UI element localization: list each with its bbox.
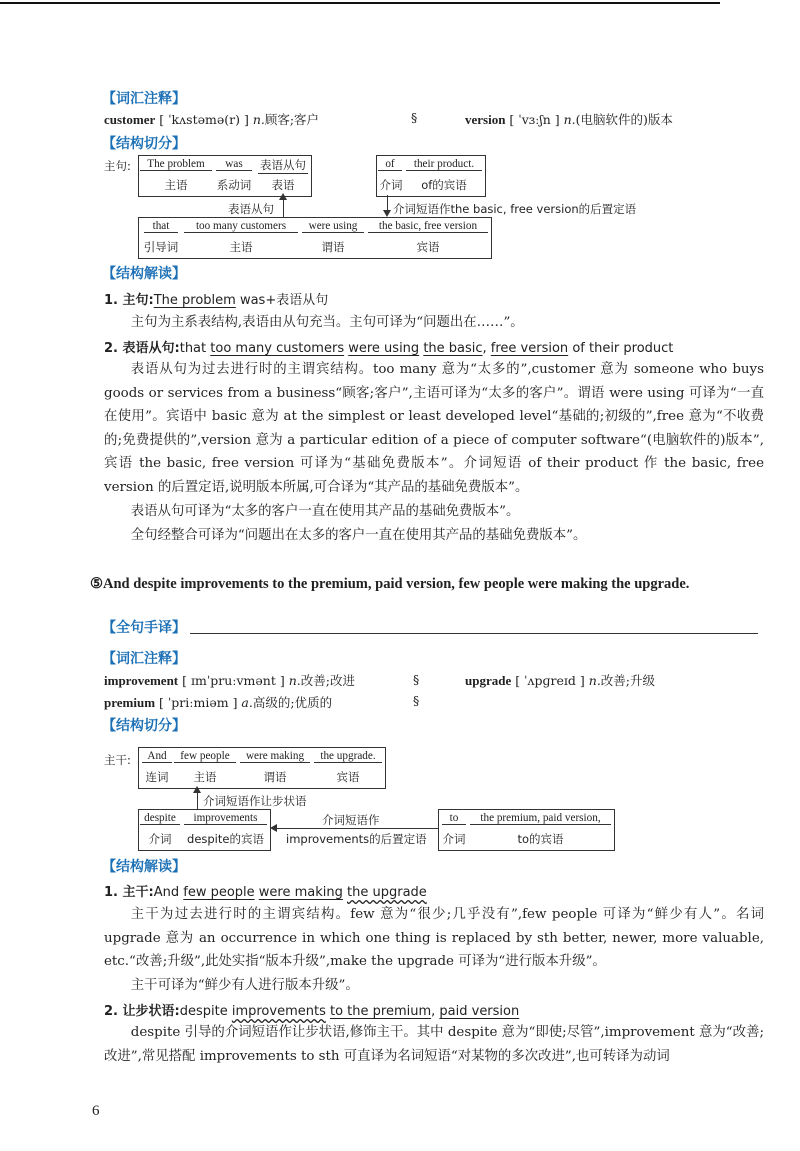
point-title: 1. 主干: bbox=[104, 885, 154, 900]
object-underline: the upgrade bbox=[347, 885, 427, 900]
cell-en: improvements bbox=[184, 812, 267, 825]
cell-en: 表语从句 bbox=[260, 158, 306, 172]
structure-tag: 【结构切分】 bbox=[102, 718, 186, 734]
vocab-improvement bbox=[104, 671, 355, 689]
vocab-phonetic: [ ˈvɜːʃn ] bbox=[505, 112, 564, 127]
vocab-pos: n. bbox=[288, 673, 301, 688]
cell-cn: 宾语 bbox=[416, 240, 440, 254]
vocab-phonetic: [ ˈpriːmiəm ] bbox=[155, 695, 242, 710]
paragraph: 全句经整合可译为“问题出在太多的客户一直在使用其产品的基础免费版本”。 bbox=[130, 528, 587, 543]
point-text: And bbox=[153, 885, 184, 900]
analysis-tag: 【结构解读】 bbox=[102, 859, 186, 875]
object-underline: improvements bbox=[231, 1004, 326, 1019]
top-rule bbox=[0, 2, 720, 4]
cell-en: the upgrade. bbox=[314, 750, 382, 763]
vocab-separator: § bbox=[413, 672, 420, 687]
page-number: 6 bbox=[92, 1103, 100, 1119]
connector-label: 介词短语作让步状语 bbox=[203, 794, 307, 808]
cell-cn: to的宾语 bbox=[517, 832, 564, 846]
vocab-tag: 【词汇注释】 bbox=[102, 91, 186, 107]
cell-en: despite bbox=[140, 812, 180, 825]
arrow-up bbox=[193, 786, 201, 793]
subject-underline: too many customers bbox=[210, 341, 345, 356]
connector-label: 介词短语作 bbox=[322, 813, 380, 827]
point-title: 1. 主句: bbox=[104, 293, 154, 308]
main-trunk-label: 主干: bbox=[104, 753, 131, 767]
connector-label: 表语从句 bbox=[228, 202, 274, 216]
vocab-meaning: 改善;改进 bbox=[300, 673, 355, 688]
cell-en: few people bbox=[174, 750, 236, 763]
vocab-separator: § bbox=[413, 693, 420, 708]
cell-en: The problem bbox=[140, 158, 212, 171]
paragraph: 主干为过去进行时的主谓宾结构。few 意为“很少;几乎没有”,few people 可译为“鲜少有人”。名词 upgrade 意为 an occurrence in which one thing is replaced by sth better, newer, more valuable, etc.“改善;升级”,此处实指“版本升级”,make the upgrade 可译为“进行版本升级”。 bbox=[104, 907, 764, 969]
predicate-underline: were making bbox=[258, 885, 343, 900]
vocab-word: improvement bbox=[104, 673, 179, 688]
cell-en: And bbox=[142, 750, 172, 763]
arrow-down bbox=[383, 210, 391, 217]
subject-underline: few people bbox=[183, 885, 255, 900]
point-title: 2. 让步状语: bbox=[104, 1004, 180, 1019]
cell-cn: 主语 bbox=[164, 178, 188, 192]
cell-cn: despite的宾语 bbox=[187, 832, 264, 846]
vocab-phonetic: [ ˈkʌstəmə(r) ] bbox=[155, 112, 253, 127]
structure-tag: 【结构切分】 bbox=[102, 136, 186, 152]
analysis-point-2 bbox=[104, 337, 673, 356]
paragraph: despite 引导的介词短语作让步状语,修饰主干。其中 despite 意为“即使;尽管”,improvement 意为“改善;改进”,常见搭配 improvements to sth 可直译为名词短语“对某物的多次改进”,也可转译为动词 bbox=[104, 1025, 764, 1064]
vocab-customer bbox=[104, 110, 319, 128]
object-underline: free version bbox=[490, 341, 569, 356]
cell-cn: 介词 bbox=[148, 832, 172, 846]
analysis-tag: 【结构解读】 bbox=[102, 266, 186, 282]
vocab-phonetic: [ ˈʌpɡreɪd ] bbox=[511, 673, 589, 688]
predicate-underline: were using bbox=[348, 341, 420, 356]
cell-en: were using bbox=[302, 220, 364, 233]
vocab-pos: n. bbox=[563, 112, 576, 127]
subject-underline: The problem bbox=[153, 293, 236, 308]
point-title: 2. 表语从句: bbox=[104, 341, 180, 356]
cell-en: too many customers bbox=[184, 220, 298, 233]
connector bbox=[272, 828, 438, 829]
vocab-premium bbox=[104, 693, 332, 711]
point-structure: was+表语从句 bbox=[235, 293, 329, 308]
cell-en: their product. bbox=[406, 158, 482, 171]
cell-cn: 连词 bbox=[145, 770, 169, 784]
cell-cn: 表语 bbox=[271, 178, 295, 192]
cell-en: the basic, free version bbox=[368, 220, 488, 233]
cell-en: that bbox=[144, 220, 178, 233]
vocab-meaning: 高级的;优质的 bbox=[252, 695, 333, 710]
vocab-meaning: (电脑软件的)版本 bbox=[575, 112, 673, 127]
sentence-heading: ⑤And despite improvements to the premium, paid version, few people were making the upgrade. bbox=[90, 576, 690, 592]
analysis-point-1 bbox=[104, 881, 427, 900]
connector-label: 介词短语作the basic, free version的后置定语 bbox=[393, 202, 637, 216]
cell-cn: 系动词 bbox=[216, 178, 252, 192]
vocab-pos: a. bbox=[241, 695, 253, 710]
cell-en: the premium, paid version, bbox=[470, 812, 611, 825]
analysis-point-1 bbox=[104, 289, 328, 308]
vocab-word: customer bbox=[104, 112, 156, 127]
cell-en: of bbox=[378, 158, 402, 171]
cell-en: was bbox=[216, 158, 252, 171]
cell-cn: 宾语 bbox=[336, 770, 360, 784]
cell-cn: of的宾语 bbox=[421, 178, 467, 192]
paragraph: 表语从句可译为“太多的客户一直在使用其产品的基础免费版本”。 bbox=[130, 504, 520, 519]
cell-cn: 主语 bbox=[193, 770, 217, 784]
vocab-tag: 【词汇注释】 bbox=[102, 651, 186, 667]
arrow-up bbox=[279, 193, 287, 200]
cell-cn: 介词 bbox=[442, 832, 466, 846]
point-text: of their product bbox=[568, 341, 674, 356]
paragraph: 表语从句为过去进行时的主谓宾结构。too many 意为“太多的”,customer 意为 someone who buys goods or services from a business“顾客;客户”,主语可译为“太多的客户”。谓语 were using 可译为“一直在使用”。宾语中 basic 意为 at the simplest or least developed level“基础的;初级的”,free 意为“不收费的;免费提供的”,version 意为 a particular edition of a piece of computer software“(电脑软件的)版本”,宾语 the basic, free version 可译为“基础免费版本”。介词短语 of their product 作 the basic, free version 的后置定语,说明版本所属,可合译为“其产品的基础免费版本”。 bbox=[104, 362, 764, 495]
cell-cn: 谓语 bbox=[321, 240, 345, 254]
translation-blank-line[interactable] bbox=[190, 633, 758, 634]
paragraph: 主句为主系表结构,表语由从句充当。主句可译为“问题出在……”。 bbox=[130, 315, 524, 330]
translate-tag: 【全句手译】 bbox=[102, 620, 186, 636]
vocab-word: version bbox=[465, 112, 506, 127]
point-comma: , bbox=[482, 341, 491, 356]
arrow-left bbox=[270, 824, 277, 832]
cell-en: were making bbox=[240, 750, 310, 763]
vocab-separator: § bbox=[411, 110, 418, 125]
vocab-phonetic: [ ɪmˈpruːvmənt ] bbox=[178, 673, 289, 688]
vocab-pos: n. bbox=[588, 673, 601, 688]
vocab-version bbox=[465, 110, 673, 128]
connector-label: improvements的后置定语 bbox=[286, 832, 427, 846]
cell-cn: 引导词 bbox=[143, 240, 179, 254]
object-underline: the basic bbox=[423, 341, 483, 356]
cell-cn: 介词 bbox=[379, 178, 403, 192]
cell-cn: 主语 bbox=[229, 240, 253, 254]
point-text: despite bbox=[179, 1004, 232, 1019]
point-text: that bbox=[179, 341, 211, 356]
cell-cn: 谓语 bbox=[263, 770, 287, 784]
analysis-point-2 bbox=[104, 1000, 519, 1019]
vocab-meaning: 顾客;客户 bbox=[264, 112, 320, 127]
vocab-upgrade bbox=[465, 671, 655, 689]
vocab-word: upgrade bbox=[465, 673, 512, 688]
modifier-underline: to the premium bbox=[330, 1004, 432, 1019]
point-comma: , bbox=[431, 1004, 440, 1019]
vocab-word: premium bbox=[104, 695, 156, 710]
paragraph: 主干可译为“鲜少有人进行版本升级”。 bbox=[130, 978, 359, 993]
main-clause-label: 主句: bbox=[104, 159, 131, 173]
vocab-pos: n. bbox=[252, 112, 265, 127]
cell-en: to bbox=[442, 812, 466, 825]
modifier-underline: paid version bbox=[439, 1004, 520, 1019]
vocab-meaning: 改善;升级 bbox=[600, 673, 656, 688]
